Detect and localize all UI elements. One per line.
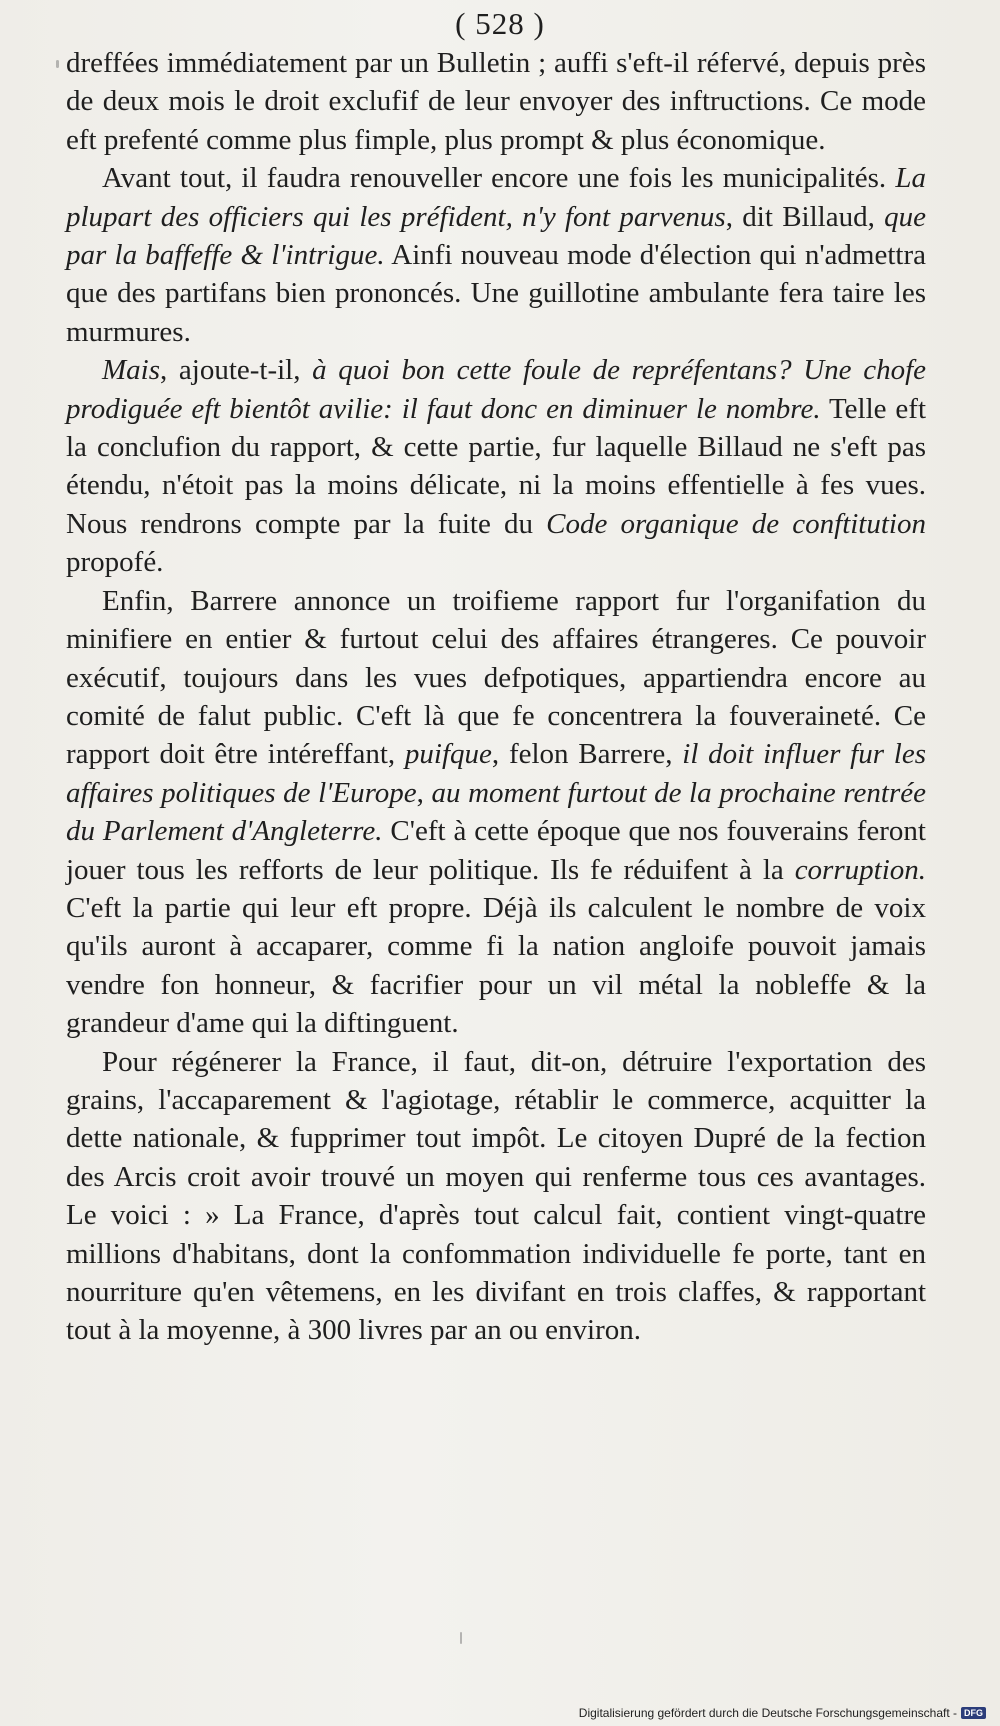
dfg-logo-icon: DFG: [961, 1707, 986, 1719]
text-run: Avant tout, il faudra renouveller encore une fois les municipalités.: [102, 162, 896, 195]
paragraph: [66, 1043, 926, 1350]
text-run: , felon Barrere,: [491, 738, 683, 771]
page-number: ( 528 ): [455, 6, 545, 41]
text-run: Ainfi nouveau mode d'élection qui n'admettra que des partifans bien prononcés. Une guillotine ambulante fera taire les murmures.: [66, 239, 926, 348]
ink-speck: [56, 60, 59, 68]
text-run: propofé.: [66, 546, 164, 579]
italic-text: à quoi bon cette foule de repréfentans? Une chofe prodiguée eft bientôt avilie: il faut donc en diminuer le nombre.: [66, 354, 926, 425]
text-run: Enfin, Barrere annonce un troifieme rapport fur l'organifation du minifiere en entier & furtout celui des affaires étrangeres. Ce pouvoir exécutif, toujours dans les vues defpotiques, appartiendra encore au comité de falut public. C'eft là que fe concentrera la fouveraineté. Ce rapport doit être intéreffant,: [66, 584, 926, 771]
text-run: C'eft la partie qui leur eft propre. Déjà ils calculent le nombre de voix qu'ils auront à accaparer, comme fi la nation angloife pouvoit jamais vendre fon honneur, & facrifier pour un vil métal la nobleffe & la grandeur d'ame qui la diftinguent.: [66, 891, 926, 1040]
text-run: ,: [416, 776, 432, 809]
italic-text: Code organique de conftitution: [546, 507, 926, 540]
body-text: [66, 44, 926, 1350]
paragraph: [66, 582, 926, 1043]
paragraph: [66, 159, 926, 351]
text-run: , ajoute-t-il,: [160, 354, 313, 387]
ink-speck: [460, 1632, 462, 1644]
italic-text: corruption.: [794, 853, 926, 886]
italic-text: au moment furtout de la prochaine rentrée du Parlement d'Angleterre.: [66, 776, 926, 848]
italic-text: il doit influer fur les affaires politiques de l'Europe: [66, 738, 927, 809]
paragraph: [66, 44, 926, 159]
paragraph: [66, 351, 926, 581]
text-run: C'eft à cette époque que nos fouverains feront jouer tous les refforts de leur politique. Ils fe réduifent à la: [66, 815, 926, 886]
italic-text: puifque: [404, 738, 492, 771]
digitization-credit: [579, 1706, 986, 1720]
text-run: Pour régénerer la France, il faut, dit-on, détruire l'exportation des grains, l'accaparement & l'agiotage, rétablir le commerce, acquitter la dette nationale, & fupprimer tout impôt. Le citoyen Dupré de la fection des Arcis croit avoir trouvé un moyen qui renferme tous ces avantages. Le voici : » La France, d'après tout calcul fait, contient vingt-quatre millions d'habitans, dont la confommation individuelle fe porte, tant en nourriture qu'en vêtemens, en les divifant en trois claffes, & rapportant tout à la moyenne, à 300 livres par an ou environ.: [66, 1045, 926, 1347]
italic-text: que par la baffeffe & l'intrigue.: [66, 200, 927, 272]
text-run: , dit Billaud,: [725, 200, 885, 233]
text-run: dreffées immédiatement par un Bulletin ; auffi s'eft-il réfervé, depuis près de deux mois le droit exclufif de leur envoyer des inftructions. Ce mode eft prefenté comme plus fimple, plus prompt & plus économique.: [66, 47, 926, 156]
footer-text: Digitalisierung gefördert durch die Deutsche Forschungsgemeinschaft -: [578, 1706, 957, 1720]
text-run: Telle eft la conclufion du rapport, & cette partie, fur laquelle Billaud ne s'eft pas étendu, n'étoit pas la moins délicate, ni la moins effentielle à fes vues. Nous rendrons compte par la fuite du: [66, 392, 927, 540]
italic-text: Mais: [102, 354, 160, 387]
italic-text: La plupart des officiers qui les préfident, n'y font parvenus: [66, 162, 926, 233]
